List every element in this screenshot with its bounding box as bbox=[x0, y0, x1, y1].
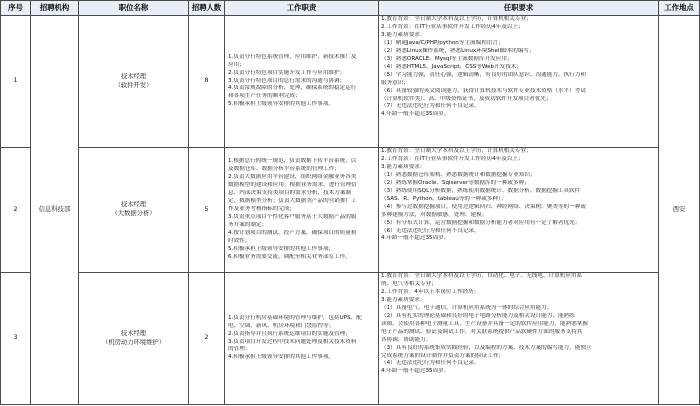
requirement-line: 各协调、协助能力； bbox=[381, 336, 432, 343]
requirement-line: 多种建模方法，对数据敏感，处理、建模； bbox=[381, 211, 488, 218]
header-row bbox=[1, 1, 700, 16]
requirement-line: （6）具备较强的英文阅读能力，获得计算机技术与软件专业技术资格（水平）考试 bbox=[381, 87, 586, 94]
requirement-line: 读图，会使用各种电子测量工具，生产设备并具备一定的软件应用能力，能熟悉掌握 bbox=[381, 320, 588, 327]
duty-line: 6.积极业务需要交流，调配至相关业务部室工作。 bbox=[228, 253, 351, 260]
position-title bbox=[79, 16, 189, 148]
requirements-cell bbox=[379, 16, 659, 148]
row-number: 2 bbox=[1, 148, 31, 273]
requirement-line: （6）无违法违纪行为和任何不良记录。 bbox=[381, 227, 480, 234]
position-title-line: 技术经理 bbox=[120, 329, 147, 337]
headcount: 8 bbox=[189, 16, 225, 148]
duty-line: 2.负责大数据应用平台建设，组织网络金融业务各类 bbox=[228, 174, 357, 181]
duty-line: 数据模型的建设和应用；根据业务需求，进行管理信 bbox=[228, 182, 357, 189]
duty-line: 作及业务考核指标的完成； bbox=[228, 206, 296, 213]
requirement-line: 服务意识； bbox=[381, 79, 409, 86]
position-title-line: （软件开发） bbox=[114, 81, 153, 89]
row-number: 3 bbox=[1, 273, 31, 405]
requirement-line: 2.工作背景：在IT行业从事软件开发工作经历4年及以上； bbox=[381, 23, 524, 30]
duty-line: 3.负责分行特色项目的总行需求的沟通与协调； bbox=[228, 77, 346, 84]
requirement-line: （4）无违法违纪行为和任何不良记录。 bbox=[381, 360, 480, 367]
header-department: 招聘机构 bbox=[31, 1, 79, 16]
duty-line: 电、空调、新风、机房环境和门禁监控等； bbox=[228, 322, 335, 329]
requirement-line: （3）具有良好的系统集成实践经验，以及编程的方案、技术方案的编写能力，能独立 bbox=[381, 344, 592, 351]
duty-line: 应用； bbox=[228, 61, 245, 68]
duty-line: 1.负责分行机房基础环境的管理与维护，包括UPS、配 bbox=[228, 314, 362, 321]
duty-line: 和各项生产任务的顺利完成； bbox=[228, 93, 301, 100]
headcount: 5 bbox=[189, 148, 225, 273]
requirement-line: （3）熟练使用SQL分析数据，熟练使用数据统计、数据分析、数据挖掘工具软件 bbox=[381, 187, 581, 194]
position-title-line: （大数据分析） bbox=[111, 210, 156, 217]
requirement-line: （5）有分布式计算，运营数据挖掘和数据分析能力者对应用有一定了解者优先； bbox=[381, 219, 581, 226]
header-location: 工作地点 bbox=[659, 1, 700, 16]
department-cell: 信息科技部 bbox=[31, 16, 79, 405]
requirement-line: （5）学习能力强，责任心强，逻辑清晰，有良好的团队意识、沟通能力、执行力和 bbox=[381, 71, 586, 78]
headcount: 2 bbox=[189, 273, 225, 405]
duty-line: 及数据仓库、数据分析平台系统的管理工作； bbox=[228, 166, 340, 173]
requirement-line: （1）精通Java/C/PHP/python等主流编程语言； bbox=[381, 39, 504, 46]
duty-line: 3.负责重点项目个性化客户服务基于大数据产品的服 bbox=[228, 213, 357, 220]
position-title-line: 技术经理 bbox=[120, 72, 147, 80]
header-duties: 工作职责 bbox=[225, 1, 379, 16]
requirement-line: 2.工作背景：在IT行业从事软件开发工作经历4年及以上； bbox=[381, 155, 524, 162]
requirement-line: 统、电气等相关专业； bbox=[381, 280, 437, 287]
header-number: 序号 bbox=[1, 1, 31, 16]
requirement-line: 电子产品的测试、验证及调试工作，对关联系统提供产品软硬件方面的服务支持其 bbox=[381, 328, 583, 335]
duty-line: 5.积极承担上级领导安排的其他工作事项。 bbox=[228, 101, 335, 108]
requirement-line: 完成系统方案的设计制作并负责方案的验证工作； bbox=[381, 352, 505, 359]
header-requirements: 任职要求 bbox=[379, 1, 659, 16]
requirement-line: 3.能力素质要求： bbox=[381, 296, 426, 303]
header-position: 职位名称 bbox=[79, 1, 189, 16]
requirements-cell bbox=[379, 273, 659, 405]
requirement-line: 3.能力素质要求： bbox=[381, 163, 426, 170]
requirement-line: （2）熟练掌握Oracle、Sqlserver等数据库的一种或多种； bbox=[381, 179, 530, 186]
duty-line: 5.积极承担上级领导安排的其他工作事项； bbox=[228, 245, 335, 252]
requirement-line: 4.年龄一般不超过35周岁。 bbox=[381, 368, 450, 375]
requirement-line: 4.年龄一般不超过35周岁。 bbox=[381, 235, 450, 242]
duty-line: 1.根据总行的统一规范，负责数据下传平台系统，以 bbox=[228, 158, 357, 165]
duty-line: 2.负责指导并且执行系统运维项目的实施及管理； bbox=[228, 330, 351, 337]
requirement-line: （1）熟悉数据仓库架构、熟悉数据统计和数据挖掘专业知识； bbox=[381, 171, 536, 178]
duty-line: 4.负责常规故障的分析、处理，确保系统的稳定运行 bbox=[228, 85, 357, 92]
duties-cell bbox=[225, 148, 379, 273]
location-cell: 西安 bbox=[659, 16, 700, 405]
requirement-line: （3）熟悉ORACLE、Mysql等主流数据库开发应用； bbox=[381, 55, 513, 62]
header-count: 招聘人数 bbox=[189, 1, 225, 16]
requirement-line: （4）熟悉HTML5、JavaScript、CSS等Web开发技术； bbox=[381, 63, 523, 70]
table-row bbox=[1, 273, 700, 405]
requirement-line: （2）具有扎实的理论基础和良好的电子电路分析能力及相关设计能力，能熟练 bbox=[381, 312, 575, 319]
requirement-line: 1.教育背景：全日制大学本科及以上学历，计算机相关专业； bbox=[381, 148, 532, 154]
duty-line: 1.负责分行特色系统管理、应用维护、新技术推广及 bbox=[228, 53, 357, 60]
requirement-line: 1.教育背景：全日制大学本科及以上学历，自动化、电子、无线电、计算机应用系 bbox=[381, 273, 583, 279]
requirement-line: 1.教育背景：全日制大学本科及以上学历，计算机相关专业； bbox=[381, 16, 532, 22]
duties-cell bbox=[225, 273, 379, 405]
requirement-line: 4.年龄一般不超过35周岁。 bbox=[381, 111, 450, 118]
position-title-line: 技术经理 bbox=[120, 201, 147, 209]
duty-line: 的管理； bbox=[228, 346, 251, 353]
requirements-cell bbox=[379, 148, 659, 273]
requirement-line: （2）熟悉Linux操作系统，熟悉Linux环境Shell脚本的编写； bbox=[381, 47, 535, 54]
duty-line: 2.负责分行特色项目实施开发工作与应用维护； bbox=[228, 69, 346, 76]
duty-line: 息、内部决策支持类项目的需求分析、技术方案制 bbox=[228, 190, 352, 197]
requirement-line: （计算机软件类）、高、中级资格证书，及成功软件开发项目者优先； bbox=[381, 95, 552, 102]
duty-line: 定，数据模型分析；负责大数据类产品的营销推广工 bbox=[228, 198, 357, 205]
duties-cell bbox=[225, 16, 379, 148]
table-row bbox=[1, 16, 700, 148]
requirement-line: （4）参与过数据挖掘项目，使用过逻辑回归、神经网络、决策树、聚类等的一种或 bbox=[381, 203, 586, 210]
table-row bbox=[1, 148, 700, 273]
duty-line: 3.负责项目开发过程中技术问题处理及相关技术资料 bbox=[228, 338, 357, 345]
requirement-line: 3.能力素质要求： bbox=[381, 31, 426, 38]
duty-line: 时效性； bbox=[228, 237, 251, 244]
requirement-line: 2.工作背景：4年以上本岗位工作经历； bbox=[381, 288, 480, 295]
position-title bbox=[79, 148, 189, 273]
position-title bbox=[79, 273, 189, 405]
row-number: 1 bbox=[1, 16, 31, 148]
duty-line: 务方案的制定； bbox=[228, 221, 268, 228]
requirement-line: （7）无违法违纪行为和任何不良记录。 bbox=[381, 103, 480, 110]
requirement-line: （SAS、R、Python、tableau等的一种或多种）； bbox=[381, 195, 507, 202]
requirement-line: （1）具备电气、电子通信、计算机应用系统为一体的综合应用能力； bbox=[381, 304, 553, 311]
duty-line: 4.积极承担上级领导安排的其他工作事项。 bbox=[228, 354, 335, 361]
duty-line: 4.按计划项目的测试、投产方案，确保项目的质量和 bbox=[228, 229, 357, 236]
position-title-line: （机房动力环境维护） bbox=[102, 338, 165, 346]
